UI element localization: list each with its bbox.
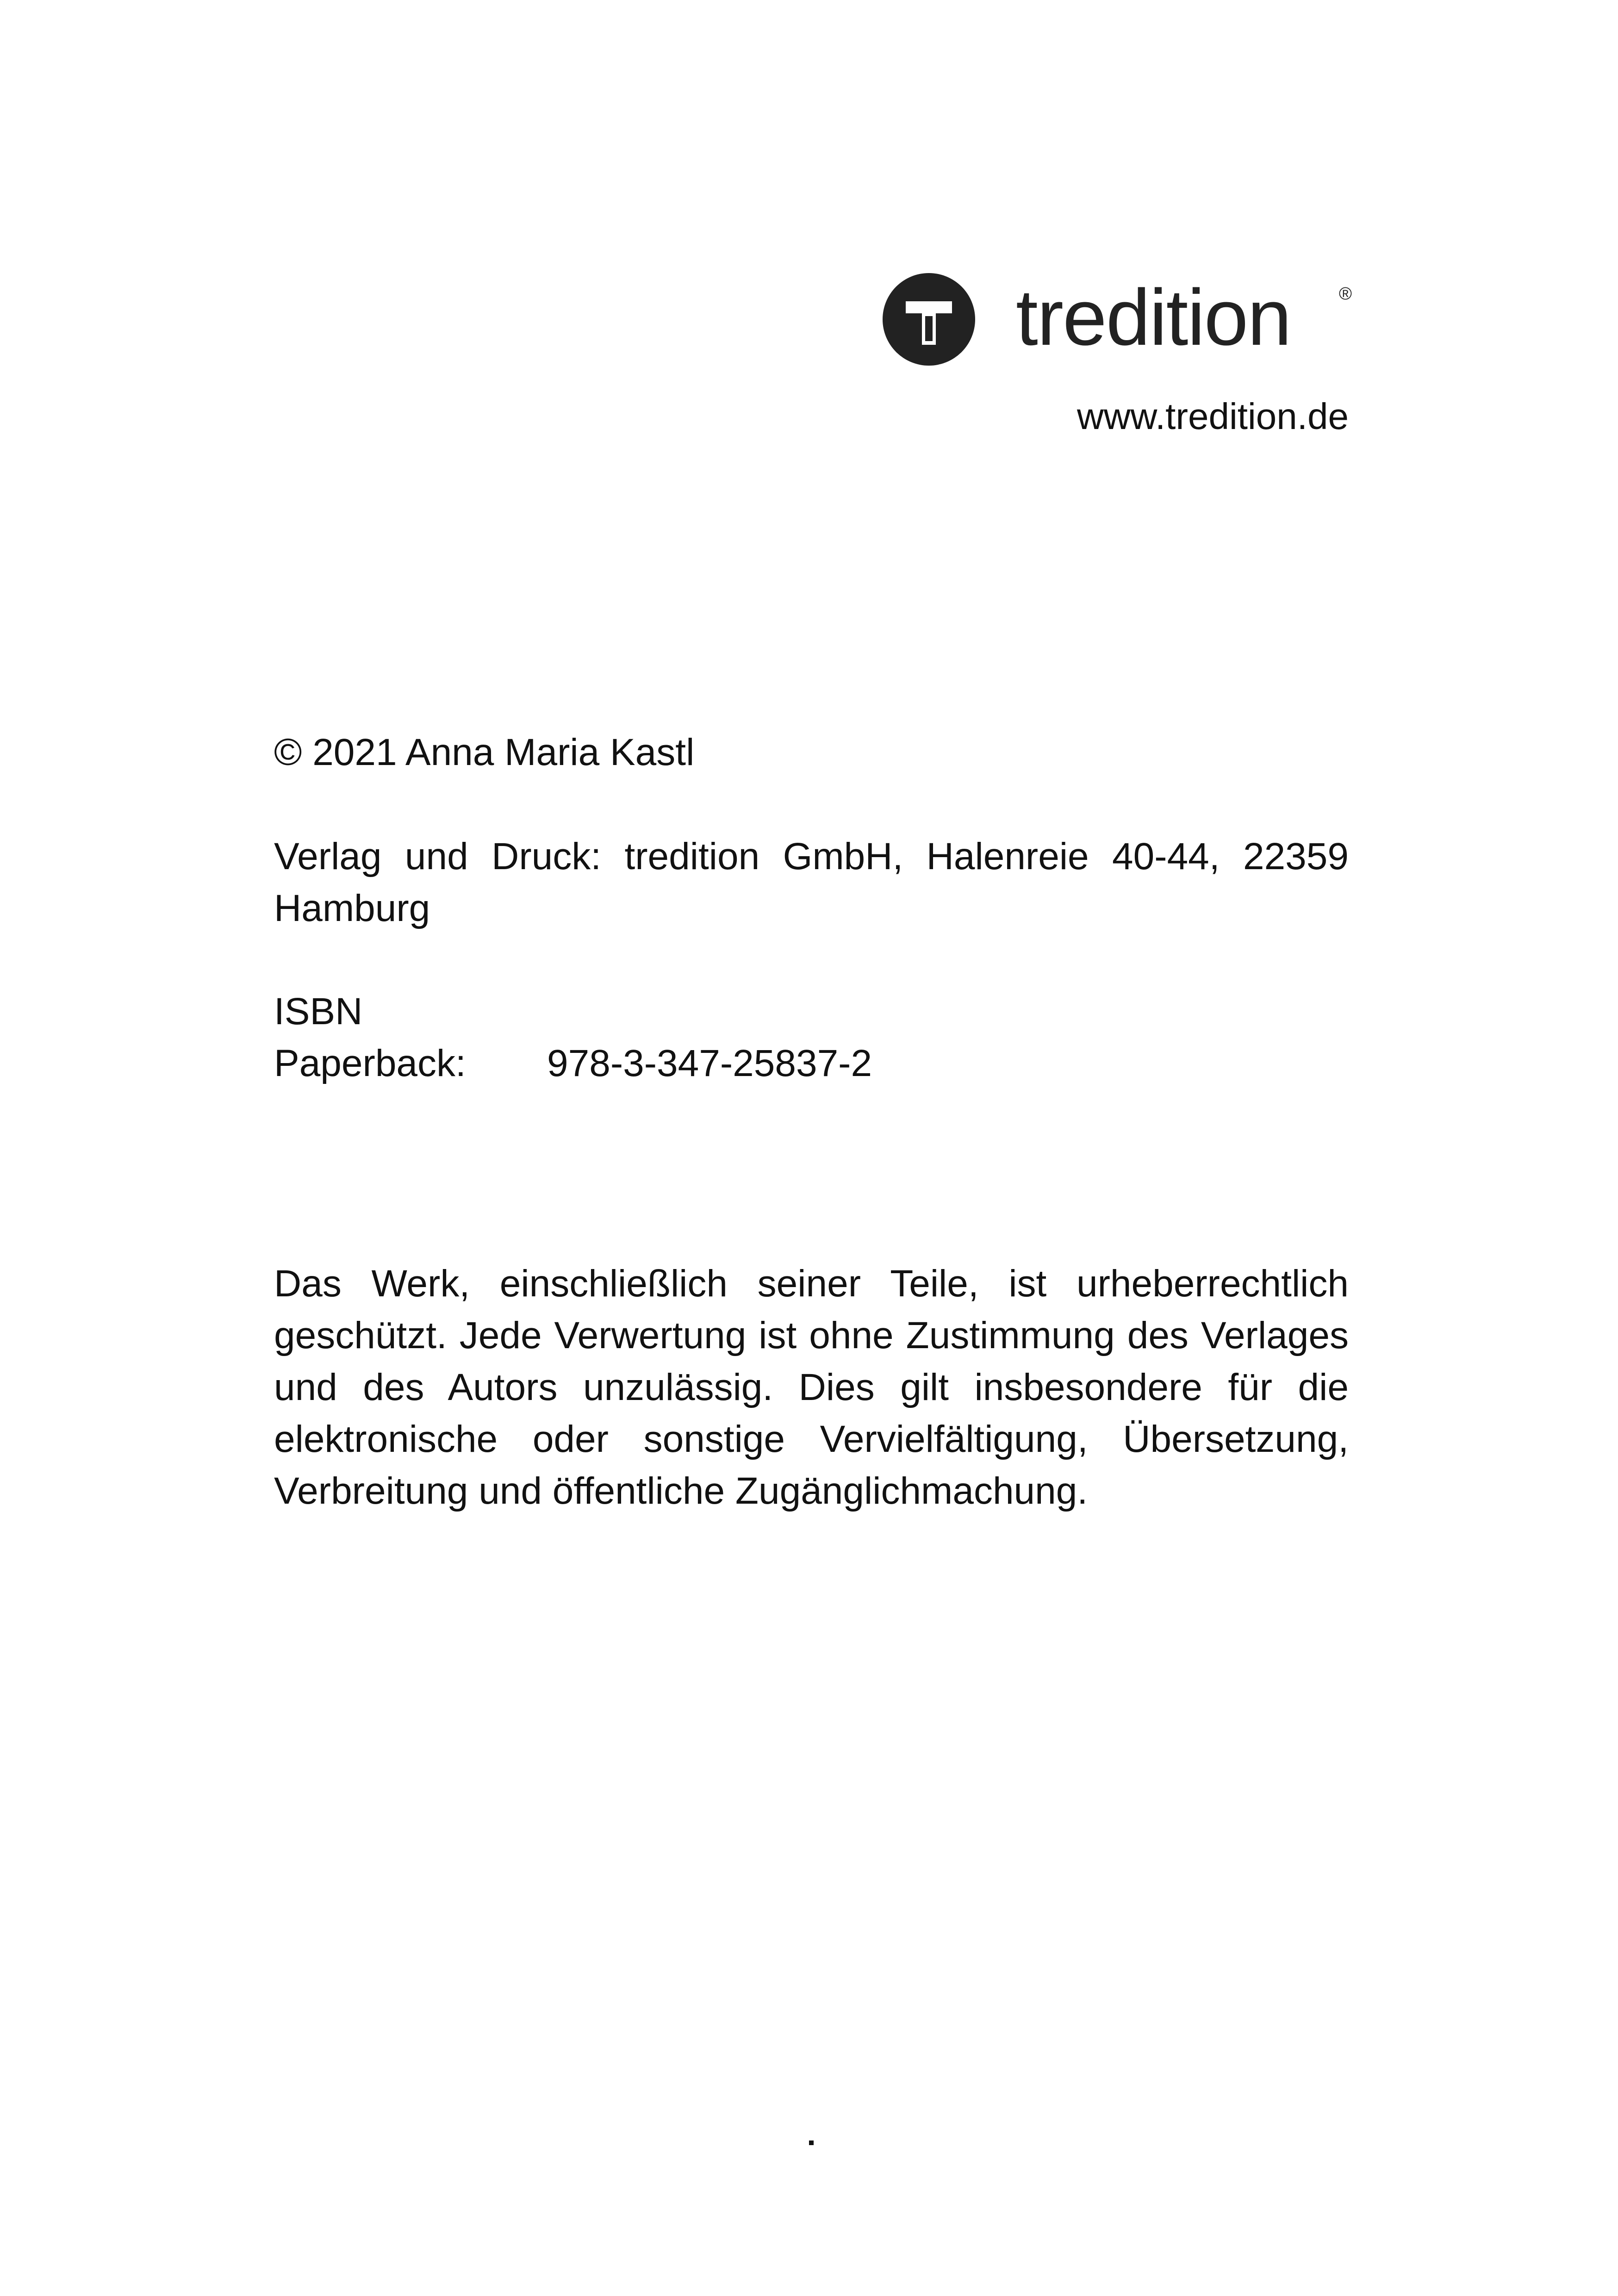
registered-mark: ® (1339, 284, 1352, 304)
isbn-section (274, 986, 1349, 1089)
isbn-format-label: Paperback: (274, 1042, 466, 1084)
publisher-logo-graphic (882, 271, 1352, 368)
isbn-number: 978-3-347-25837-2 (547, 1042, 872, 1084)
copyright-notice: © 2021 Anna Maria Kastl (274, 731, 695, 773)
isbn-heading: ISBN (274, 990, 363, 1033)
publisher-website: www.tredition.de (1077, 396, 1349, 437)
isbn-row (274, 1038, 1349, 1089)
page-marker (809, 2140, 814, 2145)
tredition-t-icon (883, 273, 975, 366)
legal-notice: Das Werk, einschließlich seiner Teile, ist urheberrechtlich geschützt. Jede Verwertung ist ohne Zustimmung des Verlages und des Autors unzulässig. Dies gilt insbesondere für die elektronische oder sonstige Vervielfältigung, Übersetzung, Verbreitung und öffentliche Zugänglichmachung. (274, 1263, 1349, 1512)
publisher-logo (882, 271, 1352, 368)
brand-wordmark: tredition (1016, 273, 1291, 362)
publisher-address: Verlag und Druck: tredition GmbH, Halenreie 40-44, 22359 Hamburg (274, 835, 1349, 929)
